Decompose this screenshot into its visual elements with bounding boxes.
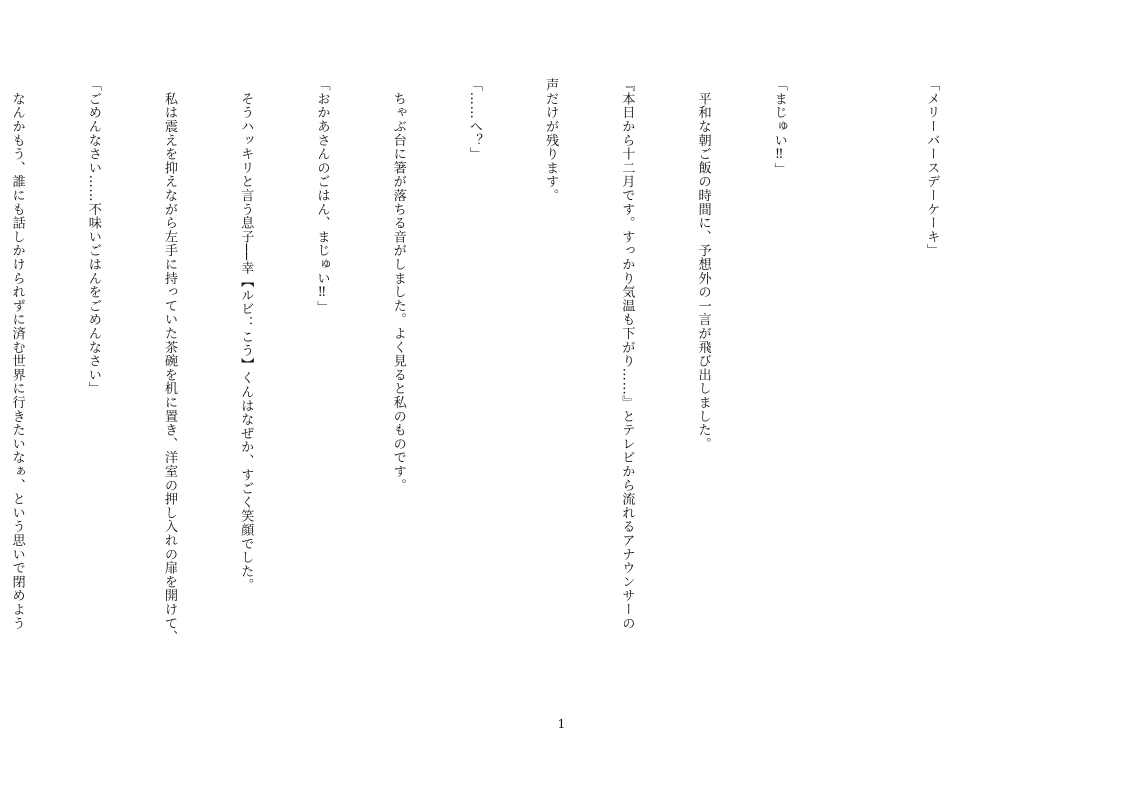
- text-line: そうハッキリと言う息子──幸【ルビ：こう】くんはなぜか、すごく笑顔でした。: [238, 78, 254, 592]
- text-line: 「……へ？」: [466, 78, 482, 161]
- page-number: 1: [557, 717, 566, 731]
- text-line: 私は震えを抑えながら左手に持っていた茶碗を机に置き、洋室の押し入れの扉を開けて、: [162, 78, 178, 644]
- text-line: 平和な朝ご飯の時間に、予想外の一言が飛び出しました。: [695, 78, 711, 451]
- text-line: なんかもう、誰にも話しかけられずに済む世界に行きたいなぁ、という思いで閉めよう: [9, 78, 25, 630]
- text-line: 「おかあさんのごはん、まじゅい‼」: [314, 78, 330, 315]
- text-line: ちゃぶ台に箸が落ちる音がしました。よく見ると私のものです。: [390, 78, 406, 492]
- text-line: 『本日から十二月です。すっかり気温も下がり……』とテレビから流れるアナウンサーの: [619, 78, 635, 630]
- vertical-text-body: [9, 78, 995, 718]
- text-line: 「ごめんなさい……不味いごはんをごめんなさい」: [85, 78, 101, 396]
- text-line: 声だけが残ります。: [543, 78, 559, 203]
- text-line: 「メリーバースデーケーキ」: [924, 78, 940, 258]
- blank-line: [843, 78, 868, 718]
- text-line: 「まじゅい‼」: [771, 78, 787, 177]
